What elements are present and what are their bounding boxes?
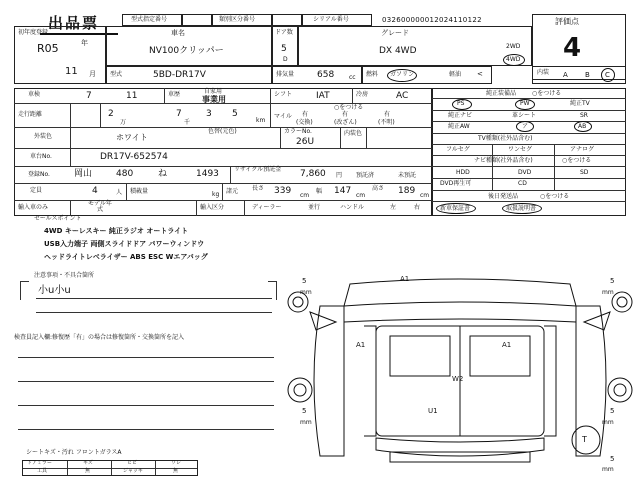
distance-digit-2: 7 [176,109,182,119]
doors-box [272,26,298,66]
displacement-box [272,66,362,84]
mirror-header-2: ヒビ [127,460,138,466]
month-value: 11 [65,66,78,77]
handle-label: ハンドル [340,204,365,211]
model-value: 5BD-DR17V [153,70,206,80]
handle-right: 右 [414,204,421,211]
tv-type-analog: アナログ [570,146,595,153]
usage-value-top: 自家用 [204,88,223,95]
damage-label-right: A1 [502,341,512,349]
sales-points-title: セールスポイント [34,215,82,222]
damage-label-top: A1 [400,275,410,283]
mirror-header-3: ワレ [171,460,182,466]
usage-value: 事業用 [202,95,226,104]
after-manual: 取扱説明書 [506,205,537,212]
tire-depth-fl: 5 [302,277,307,285]
distance-unit-man: 万 [120,119,127,126]
mile-label: マイル [274,113,292,120]
load-label: 積載量 [130,188,149,195]
plate-class: 480 [116,169,134,179]
chassis-value: DR17V-652574 [100,152,168,162]
document-title: 出品票 [48,14,100,32]
load-unit: kg [212,191,220,198]
equip-leather: 革シート [512,112,537,119]
grade-value: 4 [563,33,582,63]
meter-rolled-sub: (改ざん) [334,119,357,126]
width-unit: cm [356,192,366,199]
displacement-unit: cc [349,74,356,81]
first-reg-label: 初年度登録 [18,29,49,36]
mirror-value-0: 工具 [37,468,48,474]
standard-title: 純正装備品 [486,90,517,97]
year-unit: 年 [81,39,88,47]
import-parallel: 並行 [308,204,321,211]
color-change-label: 色替(元色) [208,128,237,135]
inspection-label: 車検 [28,91,41,98]
doors-label: ドア数 [275,29,293,36]
windshield-label: シートキズ・汚れ フロントガラスA [26,449,122,456]
car-name-box [106,26,272,66]
tv-type-label: TV種類(社外品含む) [478,135,533,142]
mirror-header-1: キズ [83,460,93,466]
plate-number: 1493 [196,169,219,179]
distance-unit-sen: 千 [184,119,191,126]
sales-point-line3: ヘッドライトレベライザー ABS ESC Wエアバッグ [44,253,208,261]
capacity-label: 定員 [30,187,43,194]
tire-label: T [582,435,587,444]
after-circle-hint: ○をつける [540,193,570,200]
shift-value: IAT [316,91,330,101]
category-label: 類別区分番号 [219,16,256,23]
interior-b: B [585,71,590,79]
import-dealer: ディーラー [252,204,282,211]
interior-c: C [605,71,610,79]
recycle-unit: 円 [336,172,343,179]
recycle-status-not: 未預託 [398,172,417,179]
length-unit: cm [300,192,310,199]
tire-unit-rr: mm [602,419,614,426]
doors-value: 5 [281,44,287,54]
cd-label: CD [518,180,527,187]
tire-depth-spare: 5 [610,455,615,463]
mirror-table [22,460,198,476]
ac-value: AC [396,91,409,101]
shift-label: シフト [274,91,293,98]
height-label: 高さ [372,185,385,192]
first-reg-box [14,26,106,84]
tire-depth-rl: 5 [302,407,307,415]
formal-label: 型式指定番号 [131,16,168,23]
tire-unit-fl: mm [300,289,312,296]
grade-label: 評価点 [555,17,579,26]
damage-label-left: A1 [356,341,366,349]
meter-changed: 有 [302,111,309,118]
distance-digit-4: 5 [232,109,238,119]
navi-type-dvd: DVD [518,169,532,176]
year-value: R05 [37,42,59,55]
fuel-label: 燃料 [366,71,379,78]
car-name-value: NV100クリッパー [149,46,224,56]
month-unit: 月 [89,70,96,78]
height-unit: cm [420,192,430,199]
navi-type-hdd: HDD [456,169,470,176]
dvd-label: DVD再生可 [440,180,472,187]
standard-circle-hint: ○をつける [532,90,562,97]
caution-text: 小u小u [38,285,71,296]
fuel-marker: < [477,70,483,78]
input-only-label: 輸入車のみ [18,204,49,211]
mirror-value-2: ジャッキ [123,468,143,474]
model-label: 型式 [110,71,123,78]
tire-depth-fr: 5 [610,277,615,285]
caution-title: 注意事項・不具合箇所 [34,272,95,279]
mirror-value-1: 無 [85,468,91,474]
displacement-label: 排気量 [276,71,295,78]
meter-tick-hint: ○をつける [334,104,364,111]
exterior-color-label: 外装色 [34,133,53,140]
navi-type-sd: SD [580,169,589,176]
plate-kana: ね [158,169,168,179]
tire-unit-spare: mm [602,466,614,473]
fuel-box [362,66,492,84]
drive-4wd: 4WD [506,56,521,63]
sales-point-line2: USB入力端子 両側スライドドア パワーウィンドウ [44,240,205,248]
grade-col-value: DX 4WD [379,46,417,56]
equip-ps: PS [457,100,465,107]
plate-area: 岡山 [74,169,93,179]
damage-label-underbody: U1 [428,407,438,415]
after-title: 後日発送品 [488,193,519,200]
doors-unit: D [283,56,288,63]
equip-tv: 純正TV [570,100,590,107]
navi-type-label: ナビ種類(社外品含む) [474,157,533,164]
meter-rolled: 有 [342,111,349,118]
equip-pw: PW [520,100,530,107]
usage-label: 車歴 [168,91,181,98]
chassis-label: 車台No. [30,153,52,160]
color-no-label: カラーNo. [284,128,312,135]
displacement-value: 658 [317,70,335,80]
distance-digit-3: 3 [206,109,212,119]
mirror-value-3: 無 [173,468,179,474]
equip-sr: SR [580,112,588,119]
interior-color-label: 内装色 [344,130,363,137]
inspection-month: 11 [126,91,138,101]
handle-left: 左 [390,204,397,211]
grade-col-label: グレード [381,29,409,37]
tv-type-oneseg: ワンセグ [508,146,533,153]
damage-label-bottom: W2 [452,375,464,383]
dimensions-label: 諸元 [226,188,239,195]
drive-2wd: 2WD [506,43,521,50]
serial-number: 032600000012024110122 [382,16,482,24]
width-label: 幅 [316,188,323,195]
width-value: 147 [334,186,352,196]
sales-point-line1: 4WD キーレスキー 純正ラジオ オートライト [44,227,189,235]
model-year-label: モデル年式 [88,200,112,213]
model-box [106,66,272,84]
car-name-label: 車名 [171,29,185,37]
grade-col-box [298,26,532,66]
formal-label-box [122,14,182,26]
fuel-gas: ガソリン [390,71,415,78]
length-label: 長さ [252,185,265,192]
equip-navi: 純正ナビ [448,112,473,119]
interior-box [532,66,626,84]
import-type-label: 輸入区分 [200,204,225,211]
interior-a: A [563,71,568,79]
after-warranty: 新車保証書 [440,205,471,212]
color-no-value: 26U [296,137,315,147]
meter-unknown-sub: (不明) [378,119,395,126]
equip-aw: 純正AW [448,123,470,130]
tire-unit-fr: mm [602,289,614,296]
height-value: 189 [398,186,416,196]
tv-type-fullseg: フルセグ [446,146,470,153]
category-label-box [212,14,272,26]
car-body-diagram [280,266,640,480]
recycle-status-deposited: 預託済 [356,172,375,179]
distance-unit-km: km [256,117,266,124]
navi-circle-hint: ○をつける [562,157,592,164]
length-value: 339 [274,186,292,196]
equip-ab: AB [578,123,587,130]
distance-label: 走行距離 [18,111,43,118]
distance-digit-1: 2 [108,109,114,119]
equip-a: ア [522,123,529,130]
meter-changed-sub: (交換) [296,119,313,126]
inspection-year: 7 [86,91,92,101]
specs-block [14,88,432,216]
recycle-value: 7,860 [300,169,326,179]
tire-unit-rl: mm [300,419,312,426]
capacity-value: 4 [92,186,98,196]
ac-label: 冷房 [356,91,369,98]
fuel-light: 軽油 [449,71,462,78]
serial-label: シリアル番号 [313,16,349,23]
tire-depth-rr: 5 [610,407,615,415]
interior-label: 内装 [537,69,550,76]
mirror-header-0: ドアミラー [27,460,52,466]
recycle-label: リサイクル預託金 [234,166,282,173]
plate-label: 登録No. [28,171,50,178]
inspector-note: 検査員記入欄:修復歴「有」の場合は修復箇所・交換箇所を記入 [14,334,185,341]
serial-label-box [302,14,372,26]
meter-unknown: 有 [384,111,391,118]
exterior-color-value: ホワイト [116,133,148,142]
capacity-unit: 人 [116,189,123,196]
